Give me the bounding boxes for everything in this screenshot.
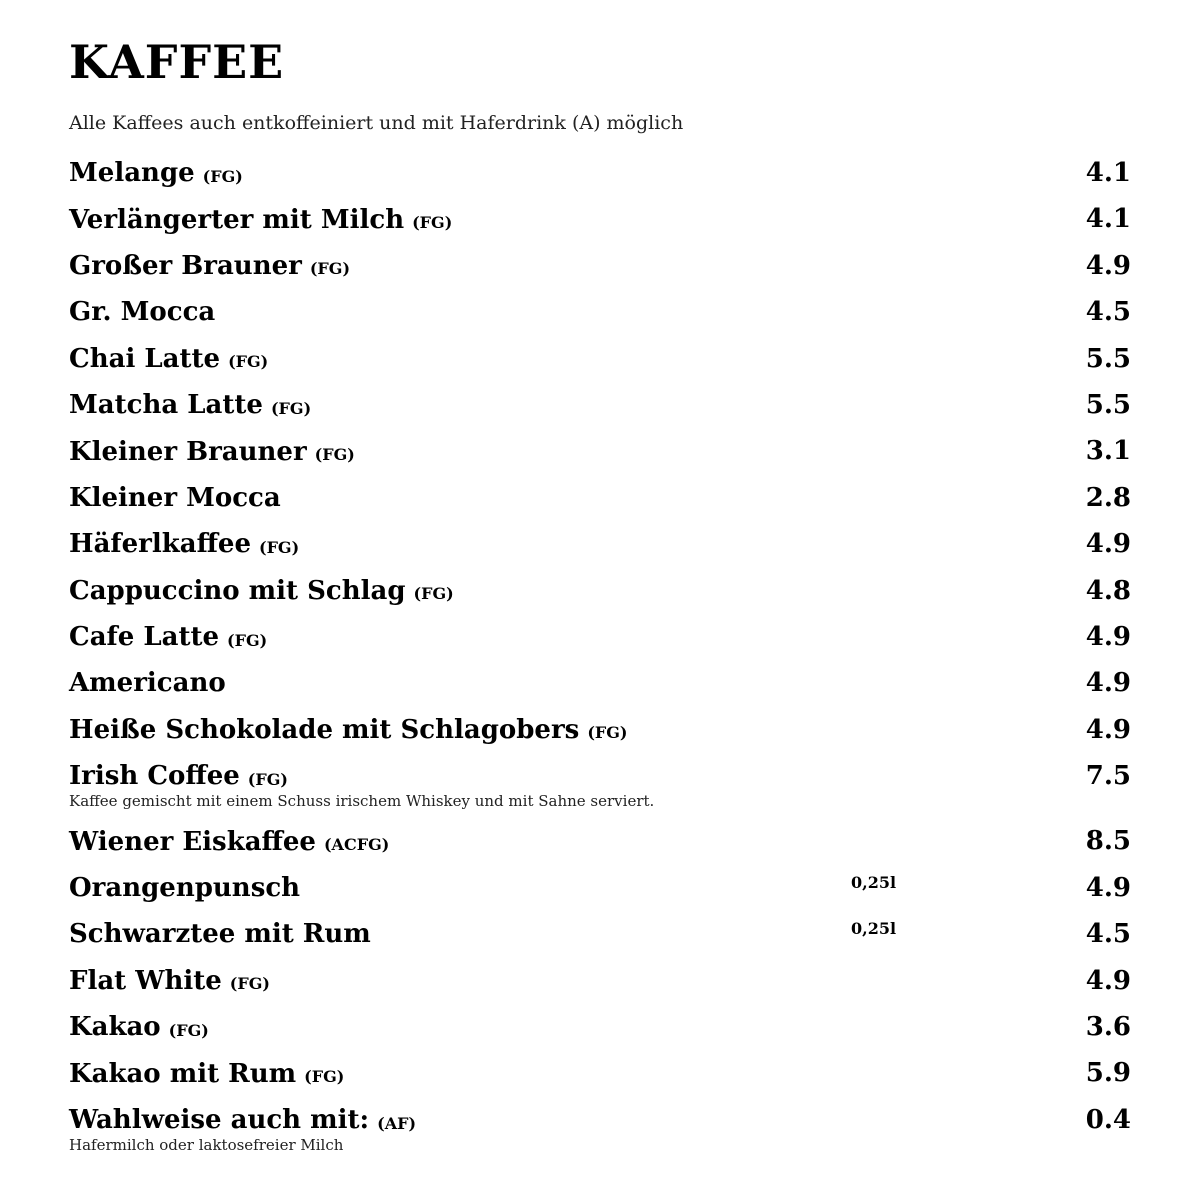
item-allergens: (FG): [228, 352, 269, 372]
menu-subtitle: Alle Kaffees auch entkoffeiniert und mit Haferdrink (A) möglich: [69, 112, 684, 134]
menu-item-row: [69, 707, 1131, 753]
item-allergens: (FG): [413, 584, 454, 604]
item-price: 4.9: [1085, 621, 1131, 652]
menu-item-row: [69, 521, 1131, 567]
menu-item-row: [69, 568, 1131, 614]
item-name: Orangenpunsch: [69, 873, 301, 904]
item-description: Hafermilch oder laktosefreier Milch: [69, 1136, 344, 1155]
menu-item-row: [69, 382, 1131, 428]
menu-item: [69, 1004, 1131, 1050]
menu-item: [69, 382, 1131, 428]
item-price: 7.5: [1085, 761, 1131, 792]
item-allergens: (FG): [259, 537, 300, 557]
item-price: 3.1: [1085, 436, 1131, 467]
item-name: Matcha Latte: [69, 390, 263, 421]
menu-item-row: [69, 1004, 1131, 1050]
menu-item-row: [69, 336, 1131, 382]
item-price: 5.5: [1085, 343, 1131, 374]
item-name: Wahlweise auch mit:: [69, 1105, 370, 1135]
item-name: Heiße Schokolade mit Schlagobers: [69, 714, 580, 745]
item-name: Kleiner Mocca: [69, 482, 281, 513]
menu-item: [69, 521, 1131, 567]
item-price: 5.9: [1085, 1058, 1131, 1089]
menu-item: [69, 865, 1131, 911]
menu-item-row: [69, 660, 1131, 706]
menu-item-row: [69, 958, 1131, 1004]
menu-item: [69, 753, 1131, 818]
item-price: 4.8: [1085, 575, 1131, 606]
item-allergens: (AF): [377, 1113, 417, 1133]
item-name: Irish Coffee: [69, 761, 240, 792]
item-allergens: (FG): [202, 166, 243, 186]
menu-item-row: [69, 818, 1131, 864]
menu-item-row: [69, 289, 1131, 335]
item-price: 4.9: [1085, 965, 1131, 996]
item-volume: 0,25l: [851, 872, 897, 892]
menu-item: [69, 614, 1131, 660]
item-volume: 0,25l: [851, 919, 897, 939]
menu-item: [69, 289, 1131, 335]
menu-item: [69, 818, 1131, 864]
menu-item-row: [69, 865, 1131, 911]
item-name: Wiener Eiskaffee: [69, 826, 316, 857]
menu-item-row: [69, 911, 1131, 957]
item-price: 5.5: [1085, 389, 1131, 420]
menu-item-row: [69, 1050, 1131, 1096]
item-name: Verlängerter mit Milch: [69, 204, 405, 235]
item-price: 4.5: [1085, 919, 1131, 950]
item-allergens: (ACFG): [323, 835, 390, 855]
menu-item: [69, 568, 1131, 614]
item-name: Kakao: [69, 1012, 161, 1043]
menu-item-row: [69, 1097, 1131, 1143]
item-name: Schwarztee mit Rum: [69, 919, 371, 950]
menu-item-row: [69, 428, 1131, 474]
menu-item: [69, 196, 1131, 242]
item-price: 0.4: [1085, 1104, 1131, 1135]
item-name: Cappuccino mit Schlag: [69, 575, 406, 606]
menu-item-row: [69, 150, 1131, 196]
item-description: Kaffee gemischt mit einem Schuss irischem Whiskey und mit Sahne serviert.: [69, 792, 655, 811]
item-price: 4.1: [1085, 204, 1131, 235]
item-allergens: (FG): [304, 1067, 345, 1087]
item-allergens: (FG): [314, 445, 355, 465]
item-name: Americano: [69, 668, 226, 699]
menu-item: [69, 243, 1131, 289]
item-price: 2.8: [1085, 482, 1131, 513]
item-price: 4.9: [1085, 872, 1131, 903]
menu-item-row: [69, 243, 1131, 289]
item-name: Gr. Mocca: [69, 297, 216, 328]
menu-title: KAFFEE: [69, 35, 285, 89]
menu-item: [69, 707, 1131, 753]
item-allergens: (FG): [412, 213, 453, 233]
item-price: 4.9: [1085, 529, 1131, 560]
item-allergens: (FG): [247, 769, 288, 789]
item-name: Melange: [69, 158, 195, 189]
menu-item: [69, 1050, 1131, 1096]
menu-item: [69, 336, 1131, 382]
item-price: 4.9: [1085, 714, 1131, 745]
item-price: 4.1: [1085, 158, 1131, 188]
menu-item: [69, 958, 1131, 1004]
menu-item-list: [69, 150, 1131, 1162]
menu-section: [69, 0, 1131, 1162]
item-price: 4.9: [1085, 668, 1131, 699]
menu-item-row: [69, 196, 1131, 242]
item-name: Cafe Latte: [69, 622, 220, 653]
item-allergens: (FG): [168, 1020, 209, 1040]
item-allergens: (FG): [270, 398, 312, 418]
item-price: 8.5: [1085, 826, 1131, 857]
menu-item-row: [69, 753, 1131, 799]
item-allergens: (FG): [227, 630, 268, 650]
menu-item: [69, 150, 1131, 196]
item-allergens: (FG): [309, 259, 351, 279]
menu-item: [69, 660, 1131, 706]
menu-item: [69, 475, 1131, 521]
item-price: 4.5: [1085, 297, 1131, 328]
item-name: Kleiner Brauner: [69, 436, 307, 467]
item-price: 3.6: [1085, 1012, 1131, 1043]
item-name: Häferlkaffee: [69, 529, 251, 560]
item-name: Großer Brauner: [69, 250, 302, 281]
item-allergens: (FG): [229, 974, 270, 994]
menu-item-row: [69, 614, 1131, 660]
item-price: 4.9: [1085, 250, 1131, 281]
menu-item: [69, 1097, 1131, 1162]
menu-item: [69, 428, 1131, 474]
menu-item: [69, 911, 1131, 957]
item-name: Chai Latte: [69, 343, 221, 374]
item-allergens: (FG): [587, 723, 628, 743]
menu-item-row: [69, 475, 1131, 521]
item-name: Flat White: [69, 965, 222, 996]
item-name: Kakao mit Rum: [69, 1058, 297, 1089]
